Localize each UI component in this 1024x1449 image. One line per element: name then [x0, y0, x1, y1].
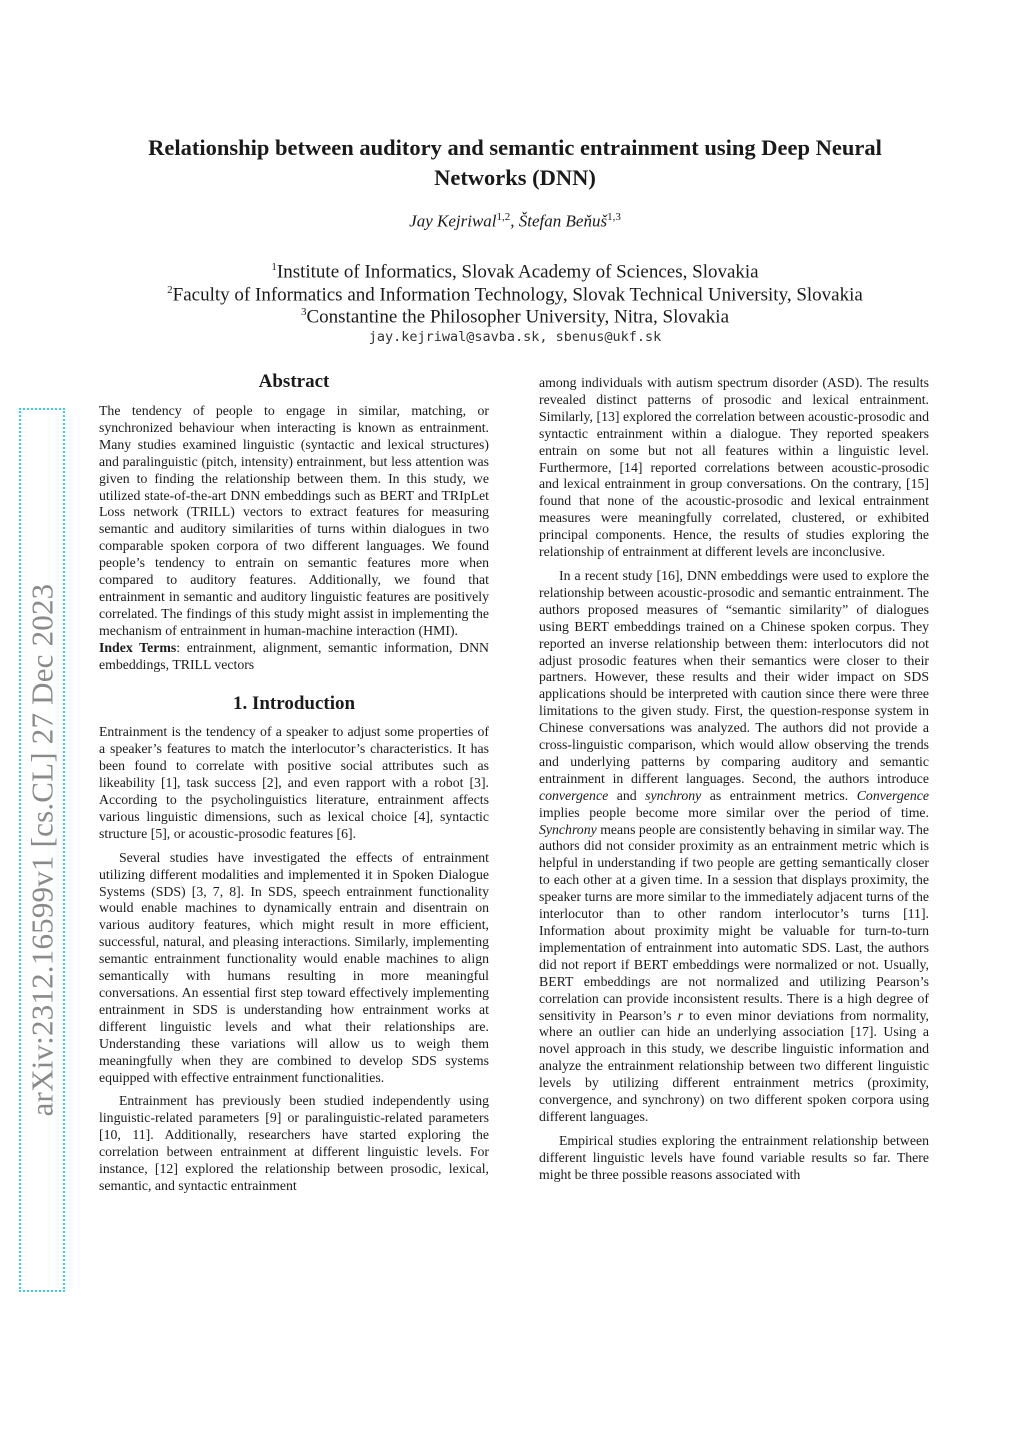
body-paragraph: Empirical studies exploring the entrainment relationship between different linguistic levels have found variable results so far. There might be three possible reasons associated with: [539, 1132, 929, 1182]
term-convergence: convergence: [539, 787, 609, 803]
index-terms: [99, 640, 489, 674]
term-synchrony: synchrony: [645, 787, 702, 803]
author-affil-marker: 1,3: [607, 211, 621, 223]
body-paragraph: among individuals with autism spectrum disorder (ASD). The results revealed distinct patterns of prosodic and lexical entrainment. Similarly, [13] explored the correlation between acoustic-prosodic and syntactic entrainment within a dialogue. They reported speakers entrain on some but not all features within a linguistic level. Furthermore, [14] reported correlations between acoustic-prosodic and lexical entrainment in group conversations. On the contrary, [15] found that none of the acoustic-prosodic and lexical entrainment measures were meaningfully correlated, clustered, or exhibited principal components. Hence, the results of studies exploring the relationship of entrainment at different levels are inconclusive.: [539, 375, 929, 560]
author-list: [100, 211, 930, 232]
affiliation-text: Institute of Informatics, Slovak Academy of Sciences, Slovakia: [276, 261, 759, 283]
affiliation: [100, 301, 930, 328]
author-emails: jay.kejriwal@savba.sk, sbenus@ukf.sk: [368, 329, 662, 345]
right-column: [539, 375, 929, 1184]
text-run: means people are consistently behaving in similar way. The authors did not consider proximity as an entrainment metric which is helpful in understanding if two people are getting semantically closer to each other at a given time. In a session that displays proximity, the speaker turns are more similar to the immediately adjacent turns of the interlocutor than to other random interlocutor’s turns [11]. Information about proximity might be valuable for turn-to-turn implementation of entrainment into automatic SDS. Last, the authors did not report if BERT embeddings were normalized or not. Usually, BERT embeddings are not normalized and utilizing Pearson’s correlation can provide inconsistent results. There is a high degree of sensitivity in Pearson’s: [539, 821, 929, 1023]
index-terms-label: Index Terms: [99, 639, 177, 655]
author-name: Štefan Beňuš: [518, 211, 608, 231]
text-run: implies people become more similar over the period of time.: [539, 804, 929, 820]
paper-title: Relationship between auditory and semantic entrainment using Deep Neural Networks (DNN): [148, 135, 882, 190]
affiliation-number: 3: [300, 306, 307, 318]
abstract-heading: Abstract: [258, 371, 330, 392]
affiliation-text: Constantine the Philosopher University, Nitra, Slovakia: [306, 306, 730, 328]
term-synchrony: Synchrony: [539, 821, 597, 837]
text-run: and: [608, 787, 646, 803]
abstract-text: The tendency of people to engage in similar, matching, or synchronized behaviour when interacting is known as entrainment. Many studies examined linguistic (syntactic and lexical structures) and paralinguistic (pitch, intensity) entrainment, but less attention was given to finding the relationship between them. In this study, we utilized state-of-the-art DNN embeddings such as BERT and TRIpLet Loss network (TRILL) vectors to extract features for measuring semantic and auditory similarities of turns within dialogues in two comparable spoken corpora of two different languages. We found people’s tendency to entrain on semantic features more when compared to auditory features. Additionally, we found that entrainment in semantic and auditory linguistic features are positively correlated. The findings of this study might assist in implementing the mechanism of entrainment in human-machine interaction (HMI).: [99, 403, 489, 638]
affiliation-number: 2: [167, 284, 173, 296]
pearson-r-variable: r: [677, 1007, 683, 1023]
text-run: as entrainment metrics.: [701, 787, 857, 803]
intro-paragraph: Entrainment has previously been studied independently using linguistic-related parameters [9] or paralinguistic-related parameters [10, 11]. Additionally, researchers have started exploring the correlation between entrainment at different linguistic levels. For instance, [12] explored the relationship between prosodic, lexical, semantic, and syntactic entrainment: [99, 1093, 489, 1193]
intro-paragraph: Several studies have investigated the effects of entrainment utilizing different modalities and implemented it in Spoken Dialogue Systems (SDS) [3, 7, 8]. In SDS, speech entrainment functionality would enable machines to dynamically entrain and disentrain on various auditory features, which might result in more efficient, successful, natural, and pleasing interactions. Similarly, implementing semantic entrainment functionality would enable machines to align semantically with humans resulting in more meaningful conversations. An essential first step toward effectively implementing entrainment in SDS is understanding how entrainment works at different linguistic levels and what their relationships are. Understanding these variations will allow us to weigh them meaningfully when they are combined to develop SDS systems equipped with effective entrainment functionalities.: [99, 849, 489, 1085]
arxiv-identifier: arXiv:2312.16599v1 [cs.CL] 27 Dec 2023: [24, 583, 60, 1117]
intro-paragraph: Entrainment is the tendency of a speaker to adjust some properties of a speaker’s features to match the interlocutor’s characteristics. It has been found to correlate with positive social attributes such as likeability [1], task success [2], and even rapport with a robot [3]. According to the psycholinguistics literature, entrainment affects various linguistic dimensions, such as lexical choice [4], syntactic structure [5], or acoustic-prosodic features [6].: [99, 724, 489, 841]
affiliation-number: 1: [271, 261, 277, 273]
text-run: In a recent study [16], DNN embeddings were used to explore the relationship between acoustic-prosodic and semantic entrainment. The authors proposed measures of “semantic similarity” of dialogues using BERT embeddings trained on a Chinese spoken corpus. They reported an inverse relationship between them: interlocutors did not adjust prosodic features when their semantics were closer to their partners. However, these results and their wider impact on SDS applications should be interpreted with caution since there were three limitations to the given study. First, the question-response system in Chinese conversations was analyzed. The authors did not provide a cross-linguistic comparison, which would allow observing the trends and underlying patterns by comparing auditory and semantic entrainment in different languages. Second, the authors introduce: [539, 567, 929, 786]
index-terms-text: : entrainment, alignment, semantic information, DNN embeddings, TRILL vectors: [99, 639, 490, 672]
author-name: Jay Kejriwal: [409, 211, 497, 231]
section-heading-introduction: 1. Introduction: [232, 692, 356, 714]
affiliation-text: Faculty of Informatics and Information Technology, Slovak Technical University, Slovakia: [172, 284, 863, 306]
arxiv-identifier-box[interactable]: [19, 408, 65, 1292]
text-run: to even minor deviations from normality, where an outlier can hide an underlying association [17]. Using a novel approach in this study, we describe linguistic information and analyze the entrainment relationship between two different linguistic levels by utilizing different entrainment metrics (proximity, convergence, and synchrony) on two different spoken corpora using different languages.: [539, 1007, 930, 1124]
author-affil-marker: 1,2: [496, 211, 511, 223]
left-column: [99, 403, 489, 1195]
term-convergence: Convergence: [856, 787, 929, 803]
author-separator: ,: [510, 211, 519, 231]
body-paragraph: [539, 568, 929, 1126]
